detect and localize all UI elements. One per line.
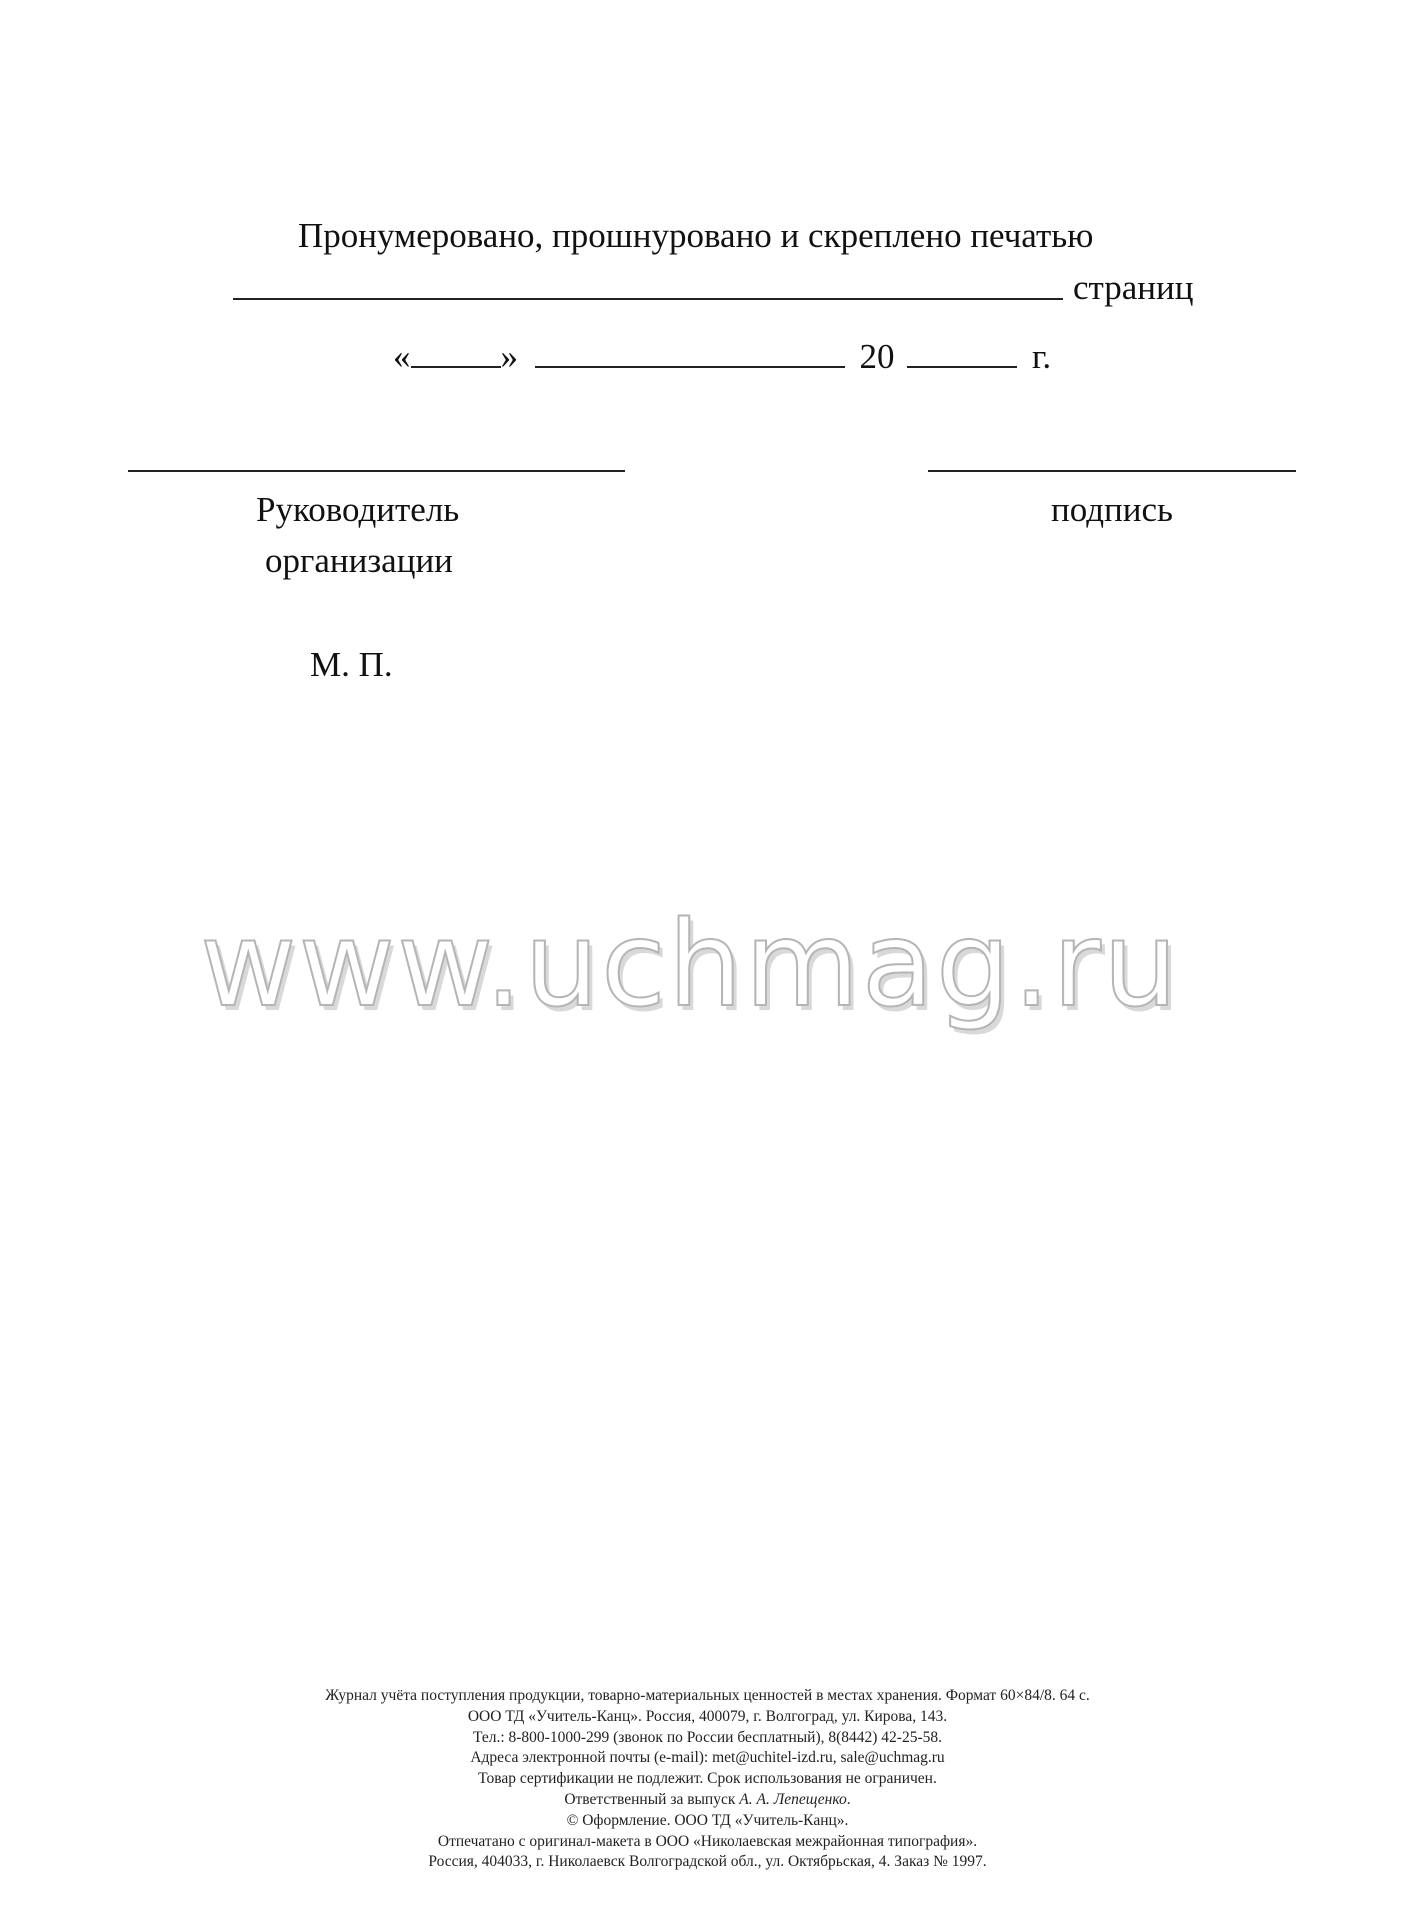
close-quote: » [500, 337, 518, 376]
imprint-line: Адреса электронной почты (e-mail): met@uchitel-izd.ru, sale@uchmag.ru [470, 1749, 945, 1767]
signature-blank [928, 470, 1296, 472]
imprint [0, 1686, 1415, 1873]
head-label-line2: организации [265, 541, 453, 580]
year-prefix: 20 [859, 337, 895, 376]
imprint-line: Товар сертификации не подлежит. Срок использования не ограничен. [478, 1770, 937, 1788]
watermark-text: www.uchmag.ru [200, 895, 1180, 1033]
year-blank [907, 338, 1017, 368]
imprint-line: Отпечатано с оригинал-макета в ООО «Николаевская межрайонная типография». [437, 1832, 978, 1850]
certification-heading: Пронумеровано, прошнуровано и скреплено печатью [298, 216, 1094, 255]
year-suffix: г. [1032, 337, 1052, 376]
imprint-line: Тел.: 8-800-1000-299 (звонок по России бесплатный), 8(8442) 42-25-58. [472, 1728, 943, 1746]
pages-label: страниц [1073, 268, 1194, 307]
responsible-suffix: . [846, 1790, 851, 1808]
imprint-line: © Оформление. ООО ТД «Учитель-Канц». [566, 1811, 849, 1829]
open-quote: « [393, 337, 411, 376]
page-count-blank [233, 298, 1063, 300]
month-blank [535, 338, 845, 368]
head-label-line1: Руководитель [256, 490, 460, 529]
responsible-prefix: Ответственный за выпуск [564, 1790, 740, 1808]
head-name-blank [128, 470, 625, 472]
stamp-place-label: М. П. [310, 645, 393, 684]
imprint-line: Россия, 404033, г. Николаевск Волгоградской обл., ул. Октябрьская, 4. Заказ № 1997. [428, 1853, 987, 1871]
imprint-line: ООО ТД «Учитель-Канц». Россия, 400079, г. Волгоград, ул. Кирова, 143. [467, 1707, 948, 1725]
day-blank [411, 338, 501, 368]
imprint-line [0, 1790, 1415, 1811]
imprint-line: Журнал учёта поступления продукции, товарно-материальных ценностей в местах хранения. Формат 60×84/8. 64 с. [325, 1687, 1090, 1704]
signature-label: подпись [1051, 490, 1173, 529]
date-line [393, 338, 1051, 374]
responsible-name: А. А. Лепещенко [739, 1790, 847, 1808]
